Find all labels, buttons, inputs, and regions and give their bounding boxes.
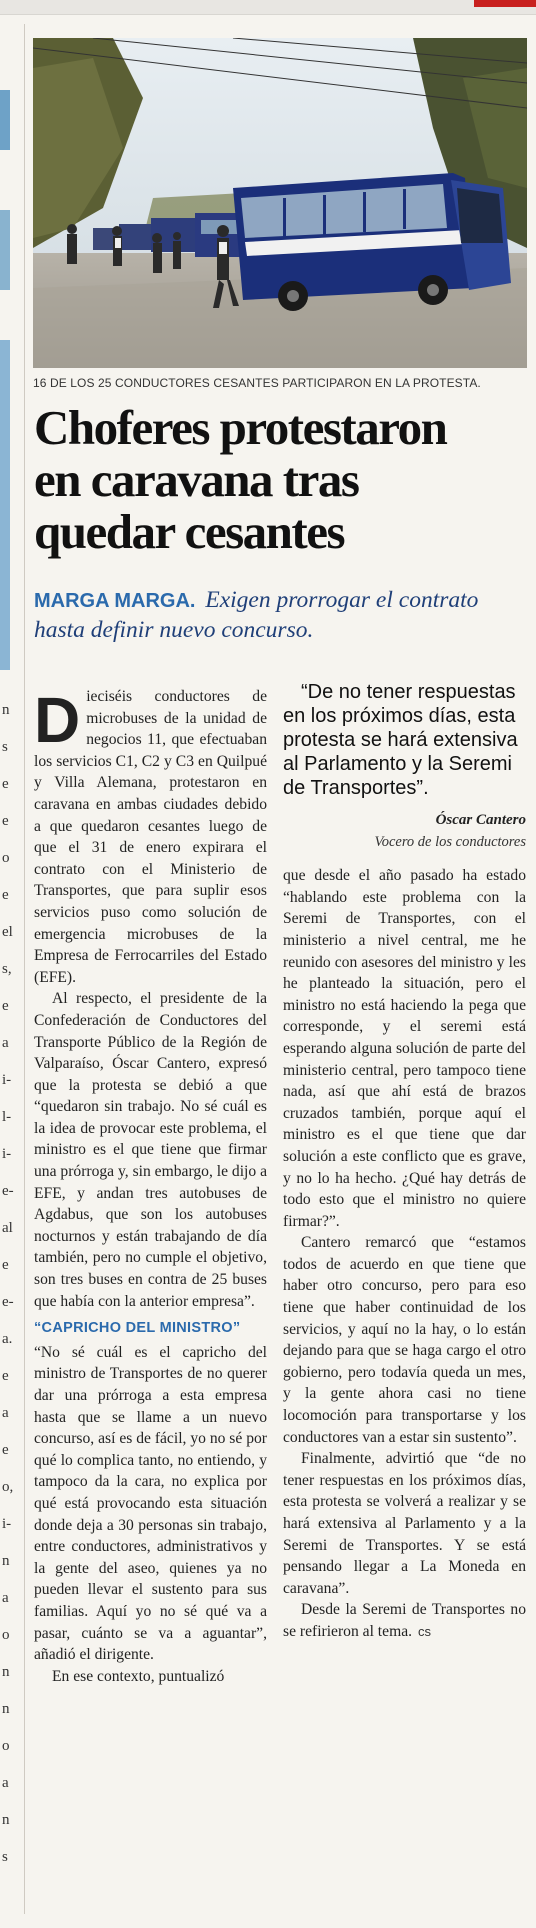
deck-text: Exigen prorrogar el contrato hasta definir nuevo concurso.	[34, 587, 479, 643]
body-column-2	[283, 681, 526, 1643]
page-top-strip	[0, 0, 536, 15]
adjacent-text-fragment: a	[2, 1775, 9, 1791]
pull-quote-role: Vocero de los conductores	[374, 833, 526, 850]
pull-quote-text: “De no tener respuestas en los próximos días, esta protesta se hará extensiva al Parlamento y la Seremi de Transportes”.	[283, 681, 518, 799]
deck	[34, 586, 528, 645]
adjacent-photo-edge	[0, 210, 10, 290]
headline-line: Choferes protestaron	[34, 400, 447, 455]
adjacent-article-column	[0, 20, 22, 1920]
adjacent-text-fragment: n	[2, 1701, 10, 1717]
pull-quote-author: Óscar Cantero	[435, 812, 526, 828]
adjacent-text-fragment: a	[2, 1035, 9, 1051]
adjacent-text-fragment: s	[2, 739, 8, 755]
adjacent-photo-edge	[0, 90, 10, 150]
adjacent-text-fragment: a.	[2, 1331, 13, 1347]
end-mark: cs	[418, 1623, 432, 1639]
adjacent-text-fragment: i-	[2, 1146, 12, 1162]
adjacent-text-fragment: o	[2, 1738, 10, 1754]
bus-protest-illustration	[33, 38, 527, 368]
news-photo	[33, 38, 527, 368]
adjacent-text-fragment: e	[2, 813, 9, 829]
body-paragraph	[34, 686, 267, 988]
adjacent-text-fragment: e	[2, 887, 9, 903]
adjacent-text-fragment: n	[2, 1812, 10, 1828]
adjacent-text-fragment: l-	[2, 1109, 12, 1125]
adjacent-text-fragment: i-	[2, 1516, 12, 1532]
adjacent-text-fragment: a	[2, 1590, 9, 1606]
headline-line: quedar cesantes	[34, 504, 345, 559]
pull-quote	[283, 680, 526, 865]
adjacent-text-fragment: i-	[2, 1072, 12, 1088]
body-text: ieciséis conductores de microbuses de la unidad de negocios 11, que efectuaban los servicios C1, C2 y C3 en Quilpué y Villa Alemana, protestaron en caravana en ambas ciudades debido a que quedaron cesantes luego de que el 31 de enero expirara el contrato con el Ministerio de Transportes, que para suplir esos servicios puso como solución de emergencia microbuses de la Empresa de Ferrocarriles del Estado (EFE).	[34, 688, 267, 986]
body-column-1	[34, 686, 267, 1687]
adjacent-text-fragment: o	[2, 1627, 10, 1643]
subheading: “CAPRICHO DEL MINISTRO”	[34, 1320, 241, 1337]
photo-caption: 16 DE LOS 25 CONDUCTORES CESANTES PARTICIPARON EN LA PROTESTA.	[33, 376, 481, 390]
adjacent-text-fragment: n	[2, 1664, 10, 1680]
adjacent-text-fragment: n	[2, 702, 10, 718]
adjacent-text-fragment: e	[2, 998, 9, 1014]
adjacent-text-fragment: o	[2, 850, 10, 866]
body-paragraph: En ese contexto, puntualizó	[52, 1667, 225, 1685]
body-paragraph: Al respecto, el presidente de la Confederación de Conductores del Transporte Público de la Región de Valparaíso, Óscar Cantero, expresó que la protesta se debió a que “quedaron sin trabajo. No sé cuál es la idea de provocar este problema, el ministro es el que tiene que firmar una prórroga y, sin embargo, le dijo a EFE, y andan tres autobuses de Agdabus, que son los autobuses nocturnos y están trabajando de día también, pero no cumple el objetivo, son tres buses en contra de 25 buses que había con la anterior empresa”.	[34, 990, 267, 1310]
body-paragraph	[283, 1599, 526, 1642]
drop-cap: D	[34, 684, 81, 756]
body-paragraph: Finalmente, advirtió que “de no tener respuestas en los próximos días, esta protesta se volverá a realizar y se hará extensiva al Parlamento y a la Seremi de Transportes. Y se está pensando llegar a La Moneda en caravana”.	[283, 1450, 526, 1597]
adjacent-text-fragment: a	[2, 1405, 9, 1421]
adjacent-text-fragment: e-	[2, 1294, 14, 1310]
adjacent-text-fragment: e	[2, 776, 9, 792]
adjacent-text-fragment: e	[2, 1257, 9, 1273]
adjacent-text-fragment: e	[2, 1442, 9, 1458]
adjacent-text-fragment: s	[2, 1849, 8, 1865]
adjacent-text-fragment: o,	[2, 1479, 14, 1495]
section-label: MARGA MARGA.	[34, 590, 196, 612]
adjacent-text-fragment: n	[2, 1553, 10, 1569]
adjacent-text-fragment: e-	[2, 1183, 14, 1199]
column-separator	[24, 24, 25, 1914]
adjacent-text-fragment: s,	[2, 961, 12, 977]
adjacent-text-fragment: el	[2, 924, 13, 940]
body-text: Desde la Seremi de Transportes no se refirieron al tema.	[283, 1601, 526, 1640]
headline-line: en caravana tras	[34, 452, 359, 507]
section-color-tab	[474, 0, 536, 7]
adjacent-photo-edge	[0, 340, 10, 670]
headline	[34, 402, 530, 558]
body-paragraph: “No sé cuál es el capricho del ministro de Transportes de no querer dar una prórroga a esta empresa hasta que se llame a un nuevo concurso, así es de fácil, yo no sé por qué lo complica tanto, no entiendo, y tampoco da la cara, no explica por qué está provocando esta situación donde deja a 30 personas sin trabajo, entre conductores, administrativos y la gente del aseo, quienes ya no pueden llevar el sustento para sus familias. Aquí yo no sé qué va a pasar, cuánto se va a aguantar”, añadió el dirigente.	[34, 1343, 267, 1664]
adjacent-text-fragment: e	[2, 1368, 9, 1384]
body-paragraph: que desde el año pasado ha estado “hablando este problema con la Seremi de Transportes, con el ministerio a nivel central, me he reunido con asesores del ministro y les he planteado la situación, pero el ministro no está haciendo la pega que corresponde, y el seremi está esperando alguna solución de parte del ministerio central, pero tampoco tiene nada, así que ahí está de brazos cruzados también, porque aquí el ministro es el que tiene que dar solución a este conflicto que es grave, y no lo ha hecho. ¿Qué hay detrás de todo esto que el ministro no quiere firmar?”.	[283, 867, 526, 1230]
adjacent-text-fragment: al	[2, 1220, 13, 1236]
body-paragraph: Cantero remarcó que “estamos todos de acuerdo en que tiene que haber otro concurso, pero para eso tiene que haber continuidad de los servicios, y aquí no la hay, o lo están dejando para que se haga cargo el otro gobierno, pero todavía queda un mes, y la gente ahora casi no tiene locomoción para transportarse y los conductores van a estar sin sustento”.	[283, 1234, 526, 1446]
